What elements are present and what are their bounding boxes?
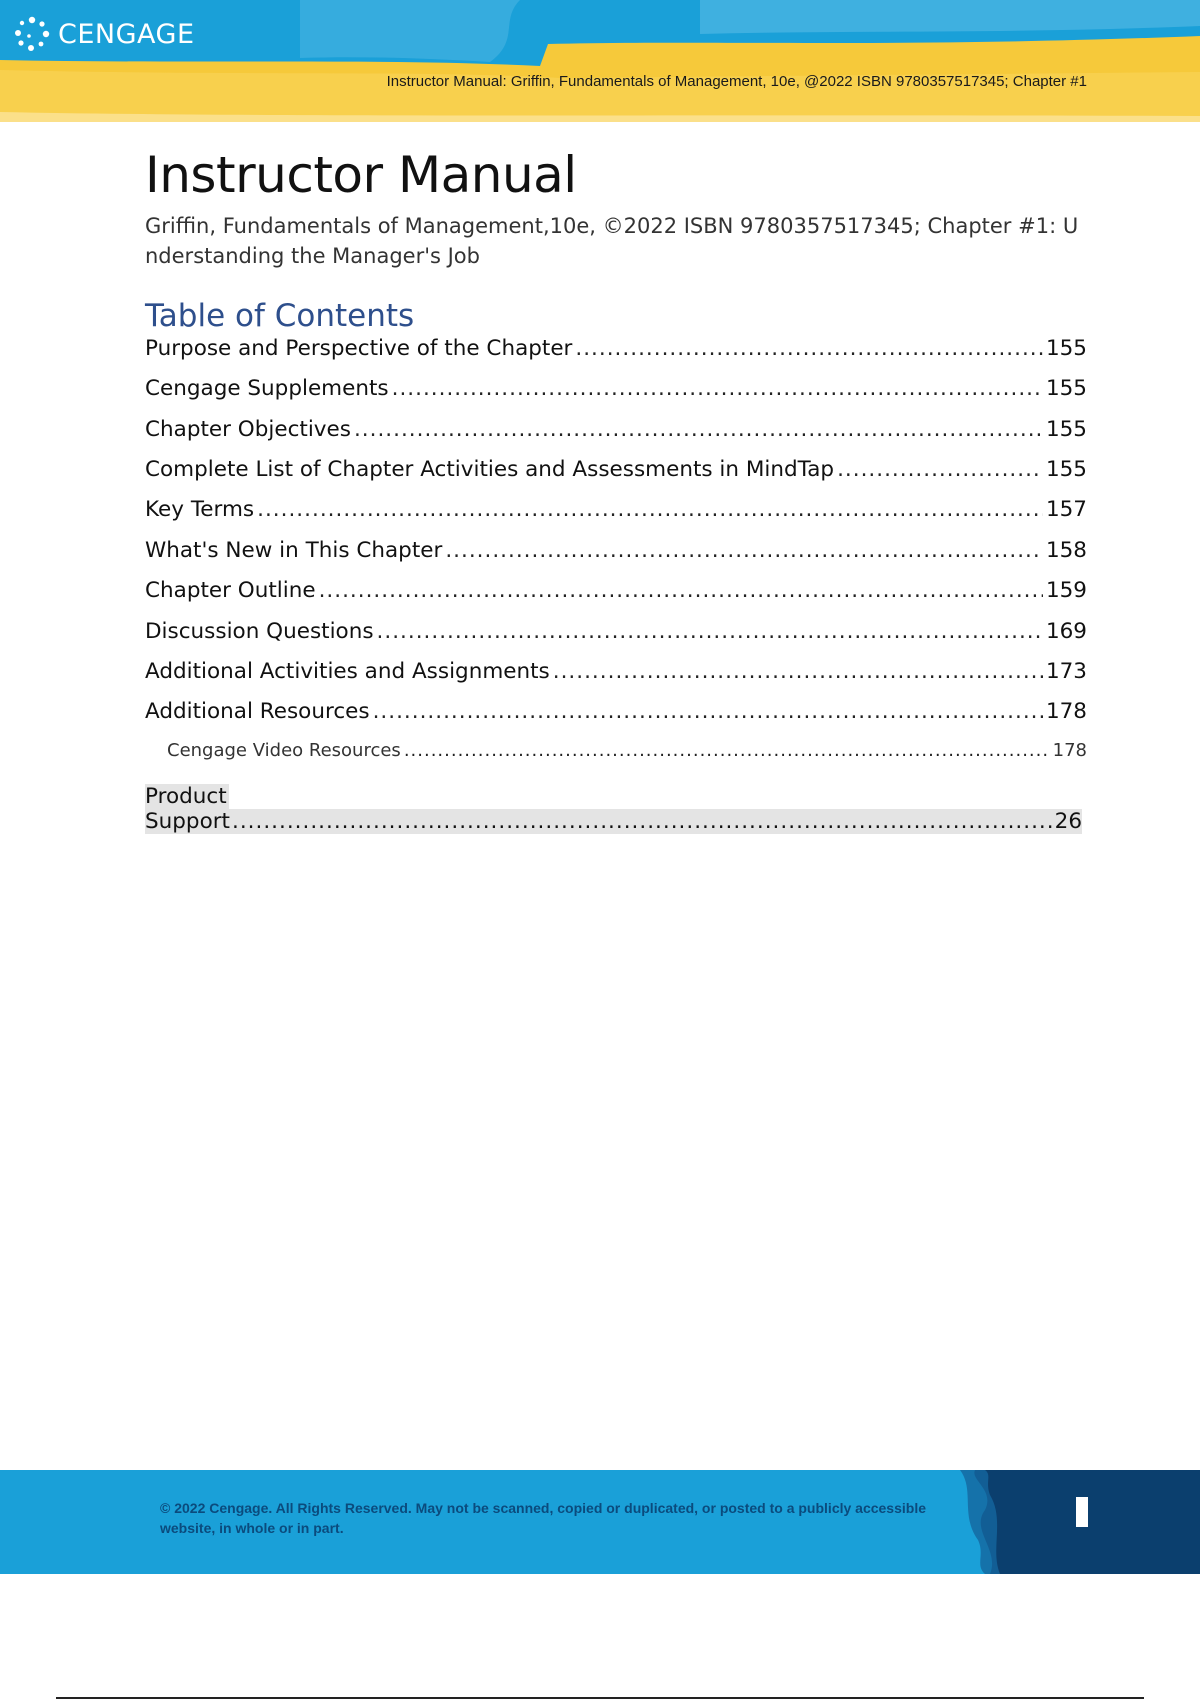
cengage-logo-icon (12, 14, 52, 54)
dot-leader (392, 376, 1043, 401)
toc-entry-page: 169 (1045, 618, 1087, 644)
toc-entry[interactable] (145, 659, 1087, 699)
toc-sub-entry-label: Cengage Video Resources (167, 739, 401, 761)
product-support-label-line2: Support (145, 808, 230, 834)
toc-entry[interactable] (145, 619, 1087, 659)
toc-entry[interactable] (145, 497, 1087, 537)
header-banner (0, 0, 1200, 122)
toc-entry-label: Purpose and Perspective of the Chapter (145, 335, 573, 361)
toc-entry-label: Discussion Questions (145, 618, 374, 644)
toc-entry-page: 173 (1045, 659, 1087, 684)
page-content (145, 145, 1087, 834)
table-of-contents (145, 336, 1087, 776)
toc-entry-page: 155 (1045, 376, 1087, 402)
page-number-marker (1076, 1497, 1088, 1527)
toc-entry-page: 155 (1045, 416, 1087, 442)
toc-entry-product-support[interactable] (145, 784, 1082, 834)
copyright-notice: © 2022 Cengage. All Rights Reserved. May not be scanned, copied or duplicated, or posted to a publicly accessible website, in whole or in part. (160, 1500, 927, 1537)
page-subtitle: Griffin, Fundamentals of Management,10e, ©2022 ISBN 9780357517345; Chapter #1: Understanding the Manager's Job (145, 214, 1079, 269)
toc-entry-label: What's New in This Chapter (145, 537, 443, 563)
toc-entry-label: Key Terms (145, 497, 255, 523)
dot-leader (257, 497, 1043, 522)
toc-entry-label: Chapter Objectives (145, 416, 351, 442)
toc-entry-page: 155 (1045, 457, 1087, 483)
toc-entry-label: Additional Activities and Assignments (145, 659, 550, 684)
toc-entry-label: Complete List of Chapter Activities and Assessments in MindTap (145, 457, 835, 483)
dot-leader (377, 619, 1043, 644)
bottom-divider (56, 1697, 1144, 1699)
dot-leader (575, 336, 1043, 361)
toc-entry-label: Chapter Outline (145, 578, 316, 604)
dot-leader (837, 457, 1043, 482)
toc-heading: Table of Contents (145, 297, 415, 334)
toc-entry[interactable] (145, 457, 1087, 497)
dot-leader (553, 659, 1043, 684)
toc-entry-page: 159 (1045, 578, 1087, 604)
dot-leader (354, 417, 1043, 442)
toc-entry-page: 158 (1045, 537, 1087, 563)
toc-entry-label: Additional Resources (145, 699, 370, 725)
toc-entry-page: 178 (1045, 699, 1087, 725)
toc-entry-page: 155 (1045, 335, 1087, 361)
toc-sub-entry-page: 178 (1052, 739, 1087, 761)
dot-leader (232, 809, 1053, 834)
toc-entry-label: Cengage Supplements (145, 376, 389, 402)
toc-sub-entry[interactable] (145, 740, 1087, 776)
dot-leader (445, 538, 1043, 563)
product-support-line2 (145, 809, 1082, 834)
toc-entry[interactable] (145, 417, 1087, 457)
toc-entry[interactable] (145, 578, 1087, 618)
toc-entry[interactable] (145, 699, 1087, 739)
dot-leader (319, 578, 1043, 603)
toc-entry[interactable] (145, 336, 1087, 376)
toc-entry[interactable] (145, 376, 1087, 416)
toc-entry[interactable] (145, 538, 1087, 578)
dot-leader (404, 740, 1050, 761)
product-support-page: 26 (1054, 808, 1082, 834)
product-support-label-line1: Product (145, 783, 227, 809)
cengage-logo (12, 14, 195, 54)
brand-name: CENGAGE (58, 18, 195, 50)
toc-entry-page: 157 (1045, 497, 1087, 523)
running-header: Instructor Manual: Griffin, Fundamentals of Management, 10e, @2022 ISBN 9780357517345; Chapter #1 (386, 73, 1087, 90)
dot-leader (373, 699, 1043, 724)
page-title: Instructor Manual (145, 146, 577, 204)
